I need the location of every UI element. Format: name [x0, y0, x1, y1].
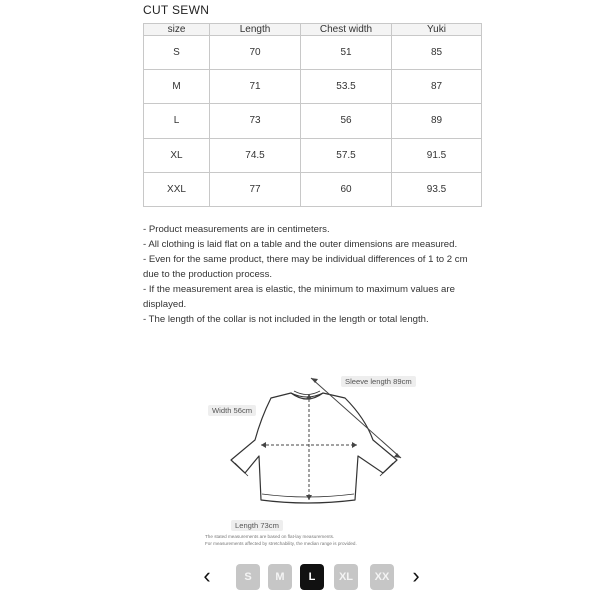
size-pager: [0, 563, 600, 591]
fine-print: The stated measurements are based on flat-lay measurements.: [205, 534, 335, 539]
cell-chest-width: 57.5: [301, 138, 392, 172]
cell-size: S: [144, 36, 210, 70]
cell-yuki: 87: [392, 70, 482, 104]
size-table: [143, 23, 482, 207]
note-line: - All clothing is laid flat on a table and the outer dimensions are measured.: [143, 239, 458, 250]
size-button-xxl[interactable]: XX: [370, 564, 394, 590]
cell-chest-width: 56: [301, 104, 392, 138]
cell-yuki: 93.5: [392, 172, 482, 206]
table-row: [144, 70, 482, 104]
cell-yuki: 91.5: [392, 138, 482, 172]
size-button-m[interactable]: M: [268, 564, 292, 590]
chevron-left-icon[interactable]: ‹: [203, 563, 211, 588]
table-row: [144, 138, 482, 172]
cell-length: 73: [210, 104, 301, 138]
size-button-xl[interactable]: XL: [334, 564, 358, 590]
cell-size: M: [144, 70, 210, 104]
header-size: size: [144, 24, 210, 36]
cell-chest-width: 60: [301, 172, 392, 206]
measurement-notes: [143, 222, 483, 327]
garment-measurement-diagram: [195, 370, 435, 550]
table-row: [144, 36, 482, 70]
cell-size: XXL: [144, 172, 210, 206]
length-label: Length 73cm: [231, 520, 283, 531]
chevron-right-icon[interactable]: ›: [412, 563, 420, 588]
header-yuki: Yuki: [392, 24, 482, 36]
cell-chest-width: 51: [301, 36, 392, 70]
size-button-l[interactable]: L: [300, 564, 324, 590]
cell-yuki: 85: [392, 36, 482, 70]
fine-print: For measurements affected by stretchability, the median range is provided.: [205, 541, 357, 546]
header-length: Length: [210, 24, 301, 36]
cell-length: 77: [210, 172, 301, 206]
note-line: - If the measurement area is elastic, the minimum to maximum values are displayed.: [143, 284, 455, 310]
table-header-row: [144, 24, 482, 36]
cell-length: 70: [210, 36, 301, 70]
table-row: [144, 172, 482, 206]
cell-length: 71: [210, 70, 301, 104]
note-line: - Even for the same product, there may be individual differences of 1 to 2 cm due to the production process.: [143, 254, 468, 280]
table-row: [144, 104, 482, 138]
note-line: - The length of the collar is not included in the length or total length.: [143, 314, 429, 325]
cell-length: 74.5: [210, 138, 301, 172]
cell-yuki: 89: [392, 104, 482, 138]
page-title: CUT SEWN: [143, 3, 210, 17]
note-line: - Product measurements are in centimeters.: [143, 224, 330, 235]
header-chest-width: Chest width: [301, 24, 392, 36]
width-label: Width 56cm: [208, 405, 256, 416]
size-button-s[interactable]: S: [236, 564, 260, 590]
cell-size: XL: [144, 138, 210, 172]
cell-chest-width: 53.5: [301, 70, 392, 104]
sleeve-length-label: Sleeve length 89cm: [341, 376, 416, 387]
cell-size: L: [144, 104, 210, 138]
